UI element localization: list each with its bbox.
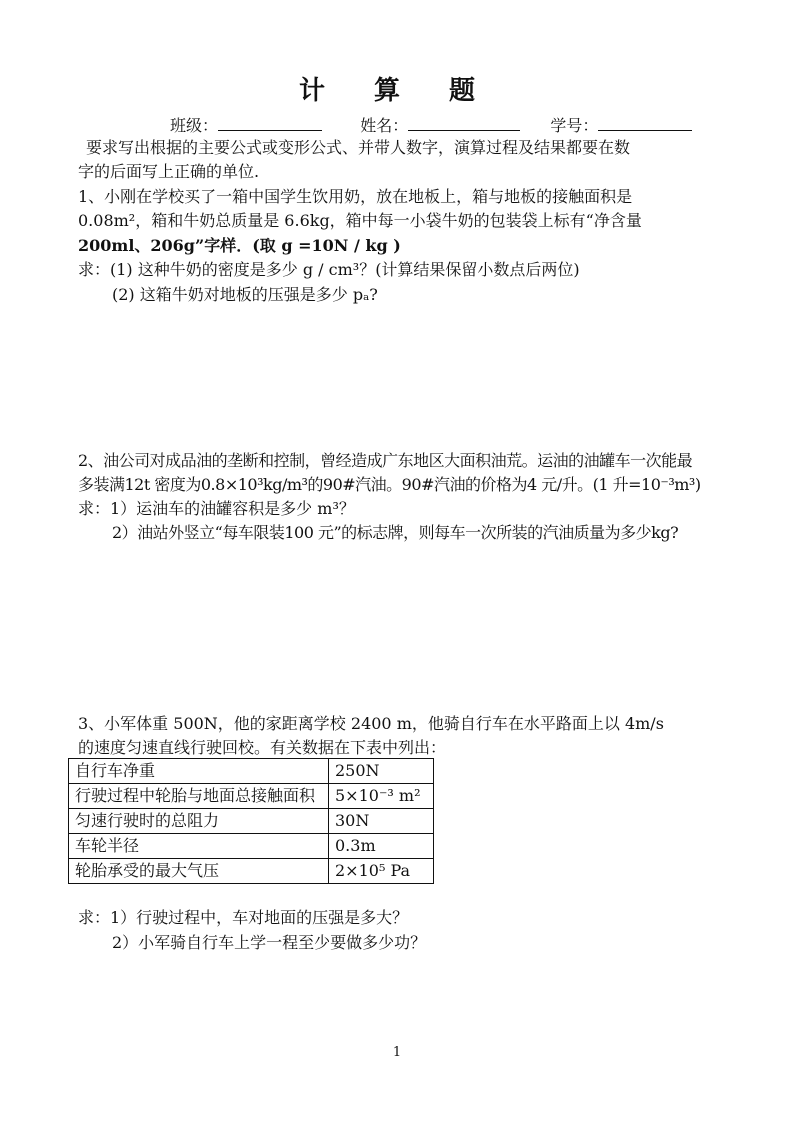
table-row (69, 784, 434, 809)
table-cell-key: 行驶过程中轮胎与地面总接触面积 (69, 784, 329, 809)
name-label: 姓名： (360, 116, 409, 135)
q3-question-2: 2）小军骑自行车上学一程至少要做多少功？ (112, 933, 427, 952)
name-blank[interactable] (408, 116, 520, 131)
table-cell-key: 轮胎承受的最大气压 (69, 859, 329, 884)
table-cell-key: 自行车净重 (69, 759, 329, 784)
table-cell-value: 2×10⁵ Pa (329, 859, 434, 884)
table-row (69, 809, 434, 834)
student-info-line (170, 113, 692, 136)
q2-question-2: 2）油站外竖立“每车限装100 元”的标志牌，则每车一次所装的汽油质量为多少kg? (112, 523, 679, 542)
page-title: 计 算 题 (298, 76, 496, 106)
instructions-line-2: 字的后面写上正确的单位. (78, 162, 260, 181)
table-cell-value: 0.3m (329, 834, 434, 859)
table-cell-value: 5×10⁻³ m² (329, 784, 434, 809)
class-blank[interactable] (218, 116, 322, 131)
table-row (69, 759, 434, 784)
table-cell-value: 30N (329, 809, 434, 834)
q1-line-3: 200ml、206g”字样．(取 g =10N / kg ) (78, 236, 401, 255)
table-cell-value: 250N (329, 759, 434, 784)
q2-line-2: 多装满12t 密度为0.8×10³kg/m³的90#汽油。90#汽油的价格为4 元/升。(1 升=10⁻³m³) (78, 475, 701, 494)
class-label: 班级： (170, 116, 219, 135)
q1-question-1: 求：(1) 这种牛奶的密度是多少 g / cm³？(计算结果保留小数点后两位) (78, 260, 580, 279)
table-cell-key: 匀速行驶时的总阻力 (69, 809, 329, 834)
q1-line-1: 1、小刚在学校买了一箱中国学生饮用奶，放在地板上，箱与地板的接触面积是 (78, 187, 633, 206)
q3-line-1: 3、小军体重 500N，他的家距离学校 2400 m，他骑自行车在水平路面上以 4m/s (78, 714, 664, 733)
table-cell-key: 车轮半径 (69, 834, 329, 859)
q3-question-1: 求：1）行驶过程中，车对地面的压强是多大？ (78, 908, 409, 927)
student-id-label: 学号： (550, 116, 599, 135)
student-id-blank[interactable] (598, 116, 692, 131)
instructions-line-1: 要求写出根据的主要公式或变形公式、并带人数字，演算过程及结果都要在数 (86, 138, 631, 157)
q3-line-2: 的速度匀速直线行驶回校。有关数据在下表中列出： (78, 738, 447, 757)
table-row (69, 859, 434, 884)
q1-line-2: 0.08m²，箱和牛奶总质量是 6.6kg，箱中每一小袋牛奶的包装袋上标有“净含量 (78, 211, 642, 230)
page-number: 1 (392, 1045, 402, 1060)
q2-question-1: 求：1）运油车的油罐容积是多少 m³？ (78, 499, 355, 518)
q2-line-1: 2、油公司对成品油的垄断和控制，曾经造成广东地区大面积油荒。运油的油罐车一次能最 (78, 451, 693, 470)
bicycle-data-table (68, 758, 434, 884)
table-row (69, 834, 434, 859)
q1-question-2: (2) 这箱牛奶对地板的压强是多少 pₐ? (112, 285, 378, 304)
